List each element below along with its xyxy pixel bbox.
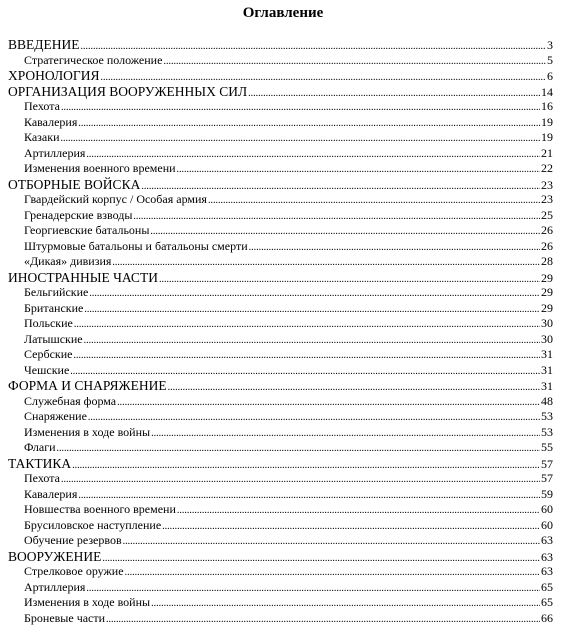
toc-subsection-row[interactable] [0,564,566,580]
toc-page-number: 26 [541,238,553,253]
toc-subsection-row[interactable] [0,146,566,162]
toc-page-number: 3 [547,38,553,52]
toc-page-number: 48 [541,393,553,408]
toc-entry-title: Бельгийские [24,285,89,299]
toc-entry-title: Пехота [24,471,60,485]
dot-leader [177,502,540,519]
toc-page-number: 63 [541,533,553,547]
toc-section-row[interactable] [0,378,566,394]
toc-subsection-row[interactable] [0,192,566,208]
toc-entry-title: Артиллерия [24,579,86,594]
toc-subsection-row[interactable] [0,347,566,363]
toc-subsection-row[interactable] [0,394,566,410]
toc-page-number: 53 [541,424,553,439]
toc-entry-title: Кавалерия [24,486,78,501]
toc-entry-title: Служебная форма [24,393,117,408]
toc-subsection-row[interactable] [0,332,566,348]
toc-section-row[interactable] [0,84,566,100]
dot-leader [86,146,540,163]
toc-subsection-row[interactable] [0,518,566,534]
toc-page-number: 60 [541,502,553,516]
toc-entry-title: Британские [24,300,84,315]
toc-page-number: 57 [541,456,553,471]
toc-page-number: 63 [541,549,553,564]
dot-leader [151,595,540,612]
toc-subsection-row[interactable] [0,285,566,301]
dot-leader [177,161,540,178]
toc-entry-title: Броневые части [24,610,106,625]
toc-subsection-row[interactable] [0,161,566,177]
toc-entry-title: Снаряжение [24,409,87,423]
dot-leader [78,487,540,504]
toc-page-number: 53 [541,409,553,423]
toc-page-number: 29 [541,270,553,285]
dot-leader [249,239,540,256]
toc-page-number: 31 [541,362,553,377]
toc-subsection-row[interactable] [0,208,566,224]
toc-page-number: 63 [541,564,553,578]
toc-entry-title: Георгиевские батальоны [24,223,150,237]
toc-subsection-row[interactable] [0,53,566,69]
toc-entry-title: Изменения в ходе войны [24,595,151,609]
toc-subsection-row[interactable] [0,99,566,115]
dot-leader [151,425,540,442]
toc-subsection-row[interactable] [0,409,566,425]
toc-entry-title: Штурмовые батальоны и батальоны смерти [24,238,248,253]
toc-subsection-row[interactable] [0,611,566,627]
dot-leader [117,394,540,411]
toc-page-number: 21 [541,145,553,160]
toc-page-number: 30 [541,316,553,330]
toc-page-number: 55 [541,440,553,454]
dot-leader [61,471,540,488]
dot-leader [163,53,546,70]
toc-entry-title: Латышские [24,331,83,346]
toc-entry-title: Изменения в ходе войны [24,424,151,439]
toc-section-row[interactable] [0,37,566,53]
dot-leader [123,533,540,550]
toc-page-number: 65 [541,579,553,594]
toc-page-number: 19 [541,114,553,129]
toc-entry-title: Польские [24,316,73,330]
toc-subsection-row[interactable] [0,316,566,332]
toc-subsection-row[interactable] [0,254,566,270]
dot-leader [208,192,540,209]
toc-section-row[interactable] [0,177,566,193]
toc-entry-title: Новшества военного времени [24,502,176,516]
toc-page-number: 22 [541,161,553,175]
toc-page-number: 23 [541,192,553,206]
toc-entry-title: ВООРУЖЕНИЕ [8,548,102,564]
toc-page-number: 5 [547,52,553,67]
toc-page-number: 60 [541,517,553,532]
dot-leader [78,115,540,132]
dot-leader [84,301,540,318]
dot-leader [162,518,540,535]
toc-page-number: 28 [541,254,553,268]
toc-page-number: 59 [541,486,553,501]
toc-subsection-row[interactable] [0,487,566,503]
toc-page-number: 16 [541,99,553,113]
toc-entry-title: ХРОНОЛОГИЯ [8,68,100,83]
toc-subsection-row[interactable] [0,580,566,596]
toc-subsection-row[interactable] [0,595,566,611]
toc-entry-title: Стратегическое положение [24,52,163,67]
toc-page-number: 6 [547,69,553,83]
toc-subsection-row[interactable] [0,115,566,131]
dot-leader [112,254,540,271]
toc-subsection-row[interactable] [0,471,566,487]
toc-page-number: 29 [541,300,553,315]
toc-entry-title: Изменения военного времени [24,161,176,175]
toc-subsection-row[interactable] [0,440,566,456]
toc-page-number: 25 [541,207,553,222]
toc-entry-title: ВВЕДЕНИЕ [8,37,80,52]
toc-page-number: 31 [541,379,553,393]
toc-entry-title: Гренадерские взводы [24,207,133,222]
toc-entry-title: Пехота [24,99,60,113]
toc-subsection-row[interactable] [0,363,566,379]
toc-entry-title: Артиллерия [24,145,86,160]
toc-entry-title: Сербские [24,347,73,361]
toc-subsection-row[interactable] [0,130,566,146]
toc-entry-title: ИНОСТРАННЫЕ ЧАСТИ [8,269,158,285]
toc-page-number: 66 [541,610,553,625]
dot-leader [74,316,540,333]
toc-entry-title: ОРГАНИЗАЦИЯ ВООРУЖЕННЫХ СИЛ [8,83,248,99]
toc-entry-title: Гвардейский корпус / Особая армия [24,192,207,206]
toc-entry-title: ТАКТИКА [8,455,72,471]
toc-subsection-row[interactable] [0,425,566,441]
toc-subsection-row[interactable] [0,239,566,255]
dot-leader [106,611,540,628]
toc-subsection-row[interactable] [0,301,566,317]
toc-entry-title: «Дикая» дивизия [24,254,112,268]
toc-entry-title: Брусиловское наступление [24,517,162,532]
toc-entry-title: Стрелковое оружие [24,564,124,578]
toc-entry-title: Кавалерия [24,114,78,129]
toc-entry-title: Казаки [24,130,60,144]
toc-entry-title: Флаги [24,440,56,454]
toc-page-number: 31 [541,347,553,361]
dot-leader [88,409,540,426]
dot-leader [84,332,540,349]
toc-entry-title: ОТБОРНЫЕ ВОЙСКА [8,176,141,192]
toc-entry-title: ФОРМА И СНАРЯЖЕНИЕ [8,378,167,393]
toc-page-number: 30 [541,331,553,346]
toc-entry-title: Обучение резервов [24,533,122,547]
toc-section-row[interactable] [0,68,566,84]
toc-page-number: 23 [541,177,553,192]
dot-leader [70,363,540,380]
dot-leader [125,564,540,581]
dot-leader [57,440,540,457]
toc-section-row[interactable] [0,270,566,286]
table-of-contents [0,37,566,626]
toc-page-number: 29 [541,285,553,299]
page-title: Оглавление [242,5,324,21]
toc-section-row[interactable] [0,456,566,472]
toc-page-number: 65 [541,595,553,609]
dot-leader [74,347,541,364]
toc-subsection-row[interactable] [0,223,566,239]
toc-subsection-row[interactable] [0,533,566,549]
toc-page-number: 19 [541,130,553,144]
dot-leader [86,580,540,597]
toc-entry-title: Чешские [24,362,70,377]
toc-subsection-row[interactable] [0,502,566,518]
toc-page-number: 57 [541,471,553,485]
toc-page-number: 26 [541,223,553,237]
dot-leader [89,285,540,302]
dot-leader [133,208,540,225]
toc-page-number: 14 [541,84,553,99]
toc-section-row[interactable] [0,549,566,565]
dot-leader [61,99,540,116]
dot-leader [61,130,541,147]
dot-leader [150,223,540,240]
